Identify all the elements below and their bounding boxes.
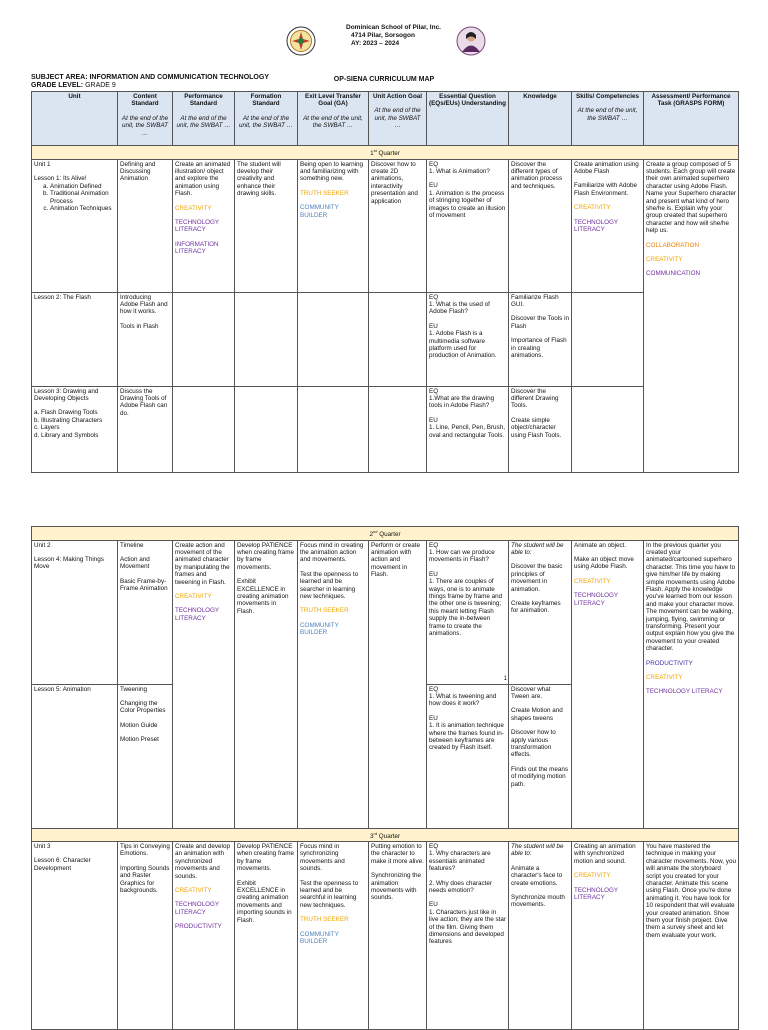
exit-goal-cell: Focus mind in synchronizing movements and sounds. Test the openness to learned and be searchful in learning new techniques. TRUTH SEEKER COMMUNITY BUILDER	[298, 842, 369, 1030]
content-cell: Tips in Conveying Emotions. Importing Sounds and Raster Graphics for backgrounds.	[118, 842, 173, 1030]
knowledge-cell: Familiarize Flash GUI. Discover the Tools in Flash Importance of Flash in creating animations.	[509, 292, 572, 386]
assessment-cell: You have mastered the technique in making your character movements. Now, you will animate the storyboard script you created for your character. Animate this scene using Flash. Once you're done animating it. You have look for 10 respondent that will evaluate your created animation. Show them your finish project. Give them a survey sheet and let them evaluate your work.	[644, 842, 739, 1030]
performance-cell: Create action and movement of the animated character by manipulating the frames and tweening in Flash. CREATIVITY TECHNOLOGY LITERACY	[173, 540, 235, 828]
exit-goal-cell: Being open to learning and familiarizing with something new. TRUTH SEEKER COMMUNITY BUILDER	[298, 159, 369, 292]
table-row	[32, 540, 739, 684]
performance-cell	[173, 386, 235, 472]
unit-cell: Unit 1 Lesson 1: Its Alive! a. Animation Defined b. Traditional Animation Process c. Animation Techniques	[32, 159, 118, 292]
skills-cell: Creating an animation with synchronized motion and sound. CREATIVITY TECHNOLOGY LITERACY	[572, 842, 644, 1030]
table-row	[32, 292, 739, 386]
table-row	[32, 159, 739, 292]
col-header-exit-level-goal: Exit Level Transfer Goal (GA) At the end of the unit, the SWBAT …	[298, 92, 369, 146]
unit-cell: Lesson 5: Animation	[32, 684, 118, 828]
formation-cell: Develop PATIENCE when creating frame by frame movements. Exhibit EXCELLENCE in creating animation movements in Flash.	[235, 540, 298, 828]
action-goal-cell: Putting emotion to the character to make it more alive. Synchronizing the animation movements with sounds.	[369, 842, 427, 1030]
col-header-assessment: Assessment/ Performance Task (GRASPS FORM)	[644, 92, 739, 146]
col-header-unit-action-goal: Unit Action Goal At the end of the unit, the SWBAT …	[369, 92, 427, 146]
performance-cell: Create an animated illustration/ object and explore the animation using Flash. CREATIVITY TECHNOLOGY LITERACY INFORMATION LITERACY	[173, 159, 235, 292]
col-header-performance-standard: Performance Standard At the end of the unit, the SWBAT …	[173, 92, 235, 146]
knowledge-cell: The student will be able to: Animate a character's face to create emotions. Synchronize mouth movements.	[509, 842, 572, 1030]
quarter-3-bar: 3rd Quarter	[32, 828, 739, 842]
content-cell: Defining and Discussing Animation	[118, 159, 173, 292]
unit-cell: Lesson 2: The Flash	[32, 292, 118, 386]
table-row	[32, 842, 739, 1030]
knowledge-cell: The student will be able to: Discover the basic principles of movement in animation. Create keyframes for animation.	[509, 540, 572, 684]
col-header-formation-standard: Formation Standard At the end of the unit, the SWBAT …	[235, 92, 298, 146]
exit-goal-cell	[298, 386, 369, 472]
essential-question-cell: EQ 1.What are the drawing tools in Adobe Flash? EU 1. Line, Pencil, Pen, Brush, oval and rectangular Tools.	[427, 386, 509, 472]
school-seal-logo	[286, 26, 316, 56]
essential-question-cell: EQ 1. Why characters are essentials animated features? 2. Why does character needs emotion? EU 1. Characters just like in live action; they are the star of the film. Giving them dimensions and developed features	[427, 842, 509, 1030]
quarter-1-bar: 1st Quarter	[32, 146, 739, 160]
essential-question-cell: EQ 1. What is Animation? EU 1. Animation is the process of stringing together of images to create an illusion of movement	[427, 159, 509, 292]
col-header-essential-question: Essential Question (EQs/EUs) Understanding	[427, 92, 509, 146]
column-header-row	[32, 92, 739, 146]
col-header-knowledge: Knowledge	[509, 92, 572, 146]
grade-level-value: GRADE 9	[85, 82, 116, 89]
table-row	[32, 386, 739, 472]
action-goal-cell: Perform or create animation with action and movement in Flash.	[369, 540, 427, 828]
col-header-unit: Unit	[32, 92, 118, 146]
subject-area-label: SUBJECT AREA: INFORMATION AND COMMUNICATION TECHNOLOGY	[31, 74, 269, 81]
knowledge-cell: Discover what Tween are. Create Motion and shapes tweens Discover how to apply various transformation effects. Finds out the means of modifying motion path.	[509, 684, 572, 828]
document-title: OP-SIENA CURRICULUM MAP	[333, 76, 435, 83]
school-name: Dominican School of Pilar, Inc.	[346, 24, 441, 31]
knowledge-cell: Discover the different Drawing Tools. Create simple object/character using Flash Tools.	[509, 386, 572, 472]
assessment-cell: Create a group composed of 5 students. Each group will create their own animated superhero character using Adobe Flash. Name your Superhero character and present what kind of hero she/he is. Explain why your group created that superhero character and how will she/he help us. COLLABORATION CREATIVITY COMMUNICATION	[644, 159, 739, 472]
performance-cell	[173, 292, 235, 386]
unit-cell: Lesson 3: Drawing and Developing Objects a. Flash Drawing Tools b. Illustrating Characters c. Layers d. Library and Symbols	[32, 386, 118, 472]
exit-goal-cell	[298, 292, 369, 386]
knowledge-cell: Discover the different types of animation process and techniques.	[509, 159, 572, 292]
grade-line	[31, 82, 531, 90]
essential-question-cell: EQ 1. What is the used of Adobe Flash? EU 1. Adobe Flash is a multimedia software platform used for production of Animation.	[427, 292, 509, 386]
content-cell: Tweening Changing the Color Properties Motion Guide Motion Preset	[118, 684, 173, 828]
col-header-content-standard: Content Standard At the end of the unit, the SWBAT …	[118, 92, 173, 146]
skills-cell: Animate an object. Make an object move using Adobe Flash. CREATIVITY TECHNOLOGY LITERACY	[572, 540, 644, 828]
unit-cell: Unit 3 Lesson 6: Character Development	[32, 842, 118, 1030]
subject-line	[31, 74, 531, 82]
formation-cell	[235, 292, 298, 386]
saint-portrait-logo	[456, 26, 486, 56]
unit-cell: Unit 2 Lesson 4: Making Things Move	[32, 540, 118, 684]
school-address: 4714 Pilar, Sorsogon	[351, 32, 415, 39]
essential-question-cell: EQ 1. How can we produce movements in Flash? EU 1. There are couples of ways, one is to animate things frame by frame and the other one is tweening; this meant letting Flash supply the in-between frame to create the animations. 1	[427, 540, 509, 684]
curriculum-table-q2-q3	[31, 526, 739, 1030]
grade-level-label: GRADE LEVEL:	[31, 82, 84, 89]
exit-goal-cell: Focus mind in creating the animation action and movements. Test the openness to learned and be searcher in learning new techniques. TRUTH SEEKER COMMUNITY BUILDER	[298, 540, 369, 828]
content-cell: Timeline Action and Movement Basic Frame-by-Frame Animation	[118, 540, 173, 684]
action-goal-cell: Discover how to create 2D animations, interactivity presentation and application	[369, 159, 427, 292]
performance-cell: Create and develop an animation with synchronized movements and sounds. CREATIVITY TECHNOLOGY LITERACY PRODUCTIVITY	[173, 842, 235, 1030]
content-cell: Introducing Adobe Flash and how it works. Tools in Flash	[118, 292, 173, 386]
formation-cell: The student will develop their creativity and enhance their drawing skills.	[235, 159, 298, 292]
academic-year: AY: 2023 – 2024	[351, 40, 400, 47]
action-goal-cell	[369, 292, 427, 386]
curriculum-table-q1	[31, 91, 739, 473]
formation-cell	[235, 386, 298, 472]
formation-cell: Develop PATIENCE when creating frame by frame movements. Exhibit EXCELLENCE in creating animation movements and importing sounds in Flash.	[235, 842, 298, 1030]
essential-question-cell: EQ 1. What is tweening and how does it work? EU 1. It is animation technique where the frames found in-between keyframes are created by Flash itself.	[427, 684, 509, 828]
skills-cell: Create animation using Adobe Flash Familiarize with Adobe Flash Environment. CREATIVITY TECHNOLOGY LITERACY	[572, 159, 644, 292]
assessment-cell: In the previous quarter you created your animated/cartooned superhero character. This time you have to give him/her life by making simple movements using Adobe Flash. Apply the knowledge you've learned from our lesson and make your character move. The movement can be walking, jumping, flying, swimming or transforming. Present your output explain how you give the movement to your created character. PRODUCTIVITY CREATIVITY TECHNOLOGY LITERACY	[644, 540, 739, 828]
quarter-2-bar: 2nd Quarter	[32, 527, 739, 541]
content-cell: Discuss the Drawing Tools of Adobe Flash can do.	[118, 386, 173, 472]
col-header-skills: Skills/ Competencies At the end of the unit, the SWBAT …	[572, 92, 644, 146]
skills-cell	[572, 386, 644, 472]
action-goal-cell	[369, 386, 427, 472]
skills-cell	[572, 292, 644, 386]
page-number: 1	[503, 676, 507, 683]
school-info	[346, 24, 456, 48]
